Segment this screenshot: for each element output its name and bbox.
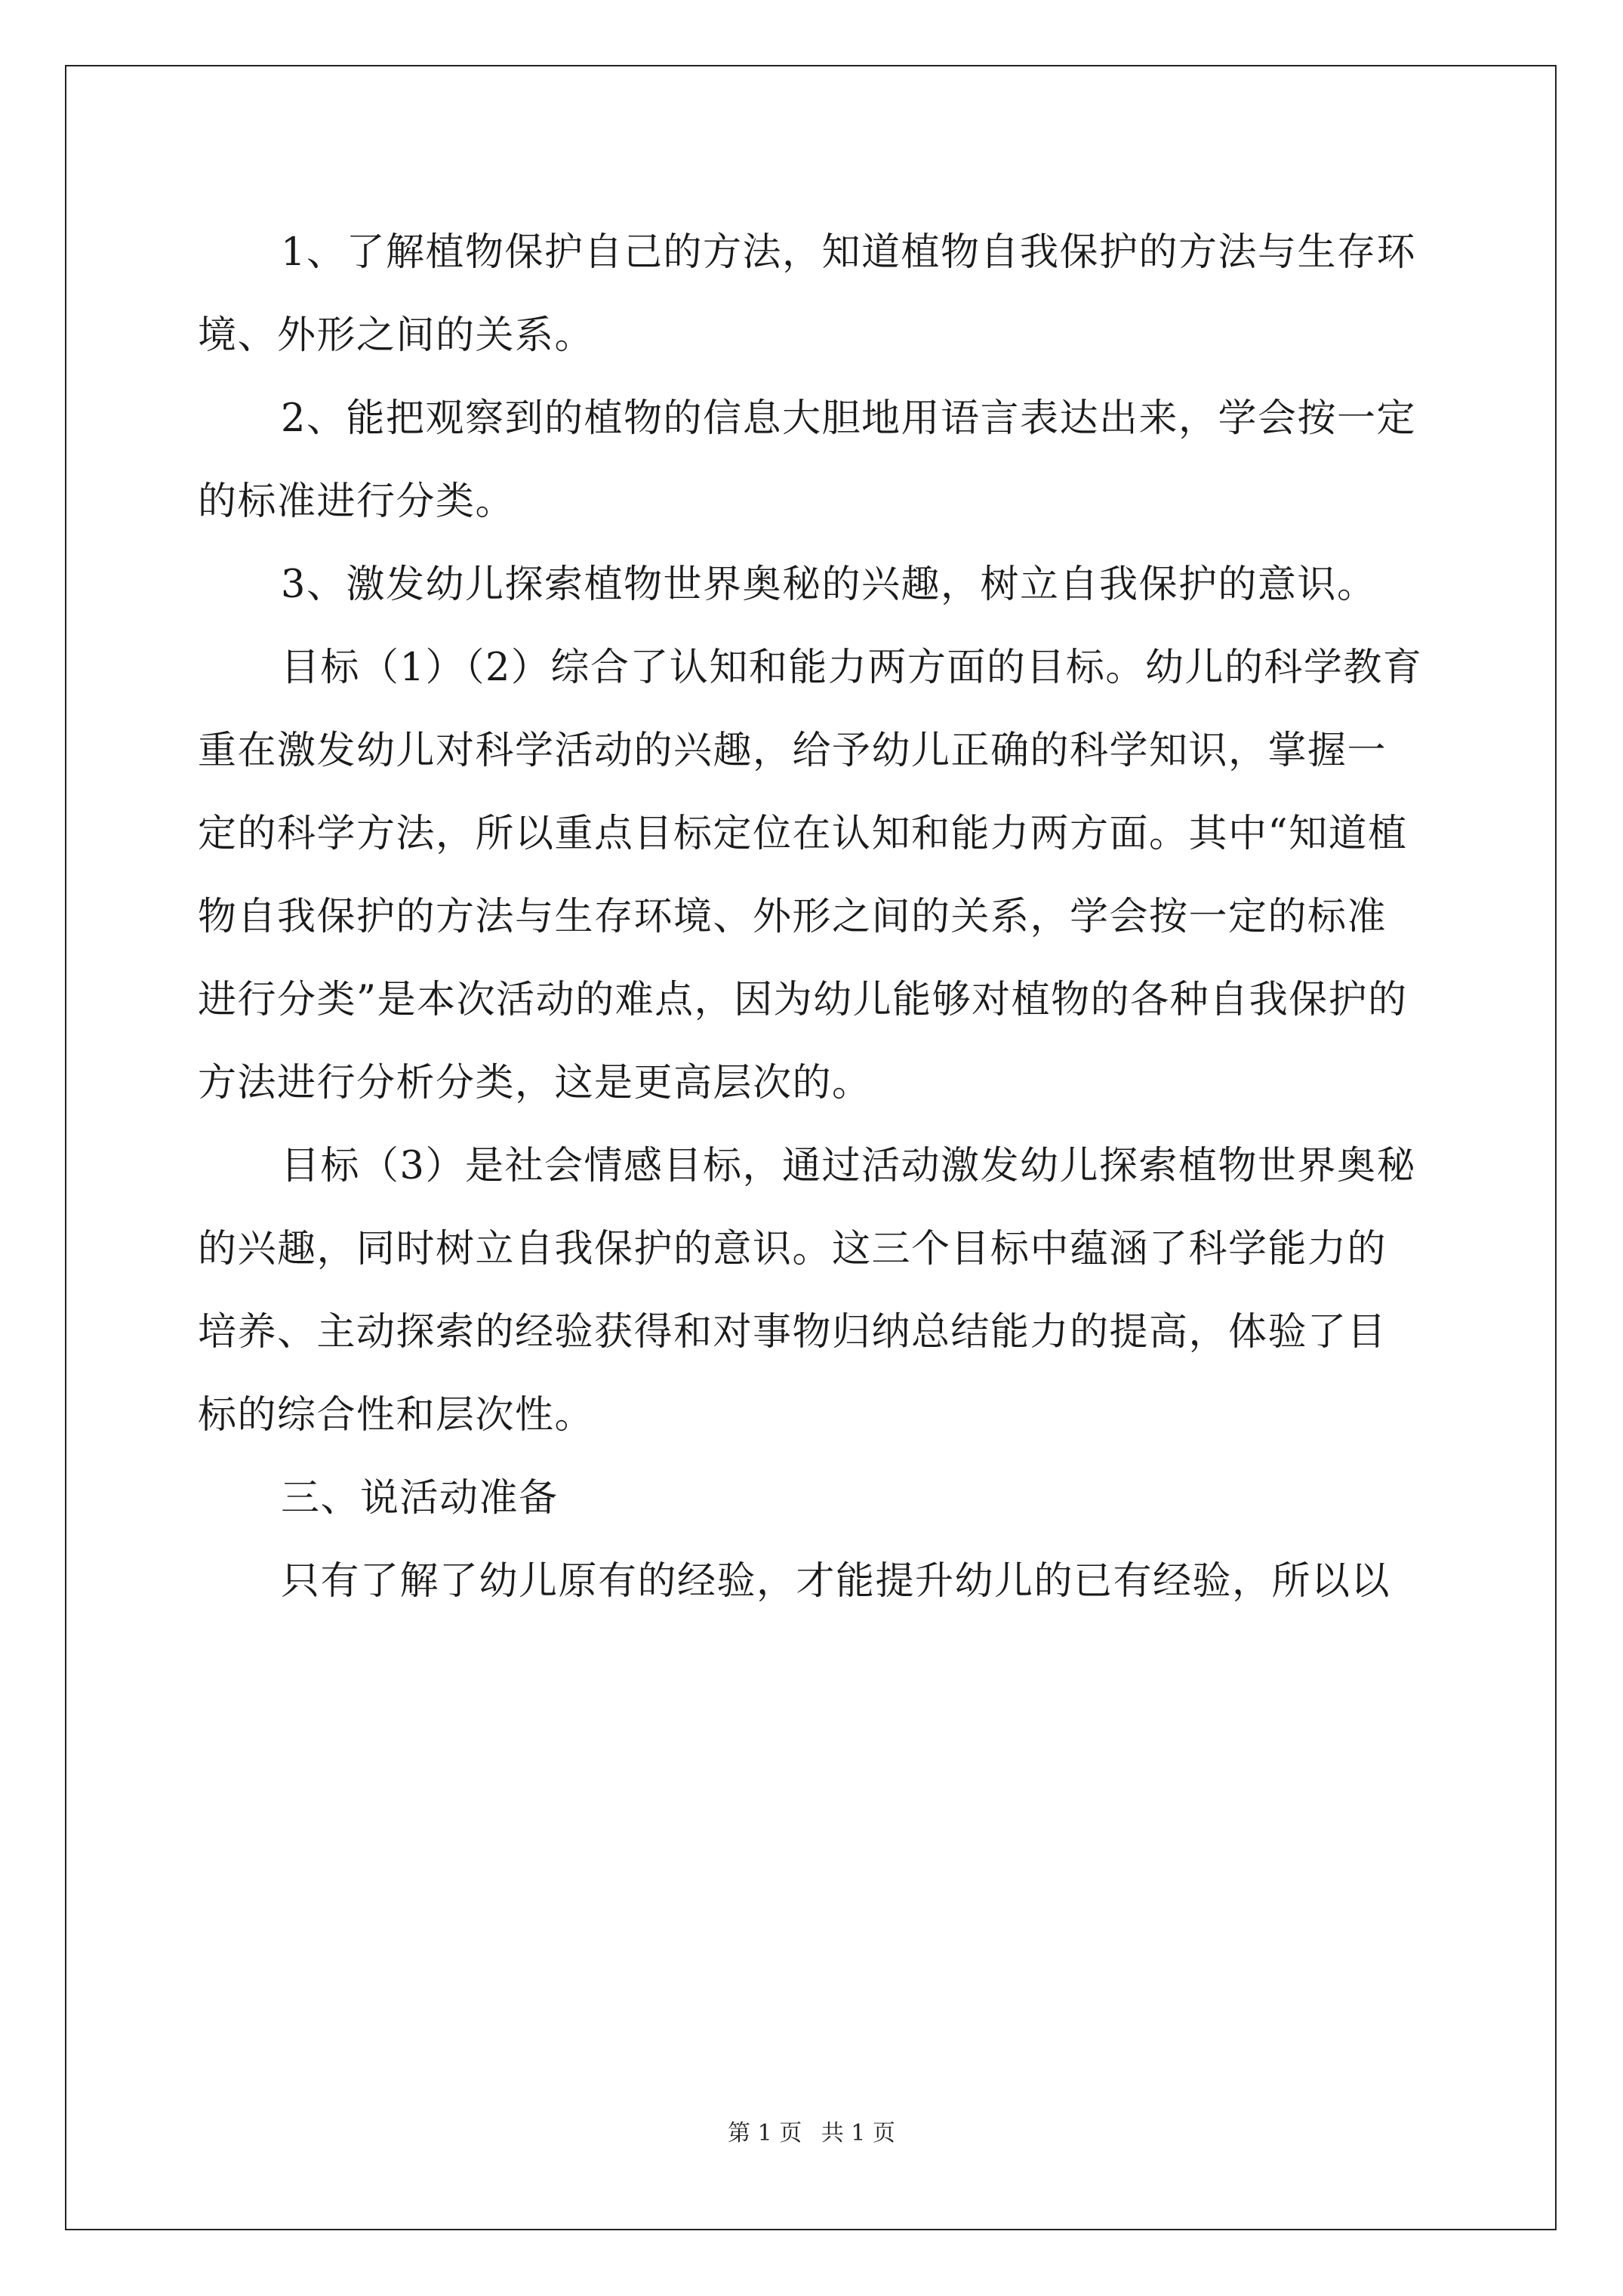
paragraph-2: 2、能把观察到的植物的信息大胆地用语言表达出来，学会按一定的标准进行分类。	[198, 396, 1416, 524]
paragraph-7: 只有了解了幼儿原有的经验，才能提升幼儿的已有经验，所以以	[281, 1559, 1391, 1604]
document-body	[198, 211, 1424, 1623]
total-pages: 共 1 页	[821, 2120, 895, 2147]
paragraph-5: 目标（3）是社会情感目标，通过活动激发幼儿探索植物世界奥秘的兴趣，同时树立自我保护的意识。这三个目标中蕴涵了科学能力的培养、主动探索的经验获得和对事物归纳总结能力的提高，体验了目标的综合性和层次性。	[198, 1144, 1416, 1438]
paragraph-1: 1、了解植物保护自己的方法，知道植物自我保护的方法与生存环境、外形之间的关系。	[198, 230, 1416, 358]
paragraph-3: 3、激发幼儿探索植物世界奥秘的兴趣，树立自我保护的意识。	[281, 562, 1377, 607]
section-heading: 三、说活动准备	[281, 1476, 559, 1521]
page-footer	[0, 2119, 1623, 2149]
paragraph-4: 目标（1）（2）综合了认知和能力两方面的目标。幼儿的科学教育重在激发幼儿对科学活动的兴趣，给予幼儿正确的科学知识，掌握一定的科学方法，所以重点目标定位在认知和能力两方面。其中“知道植物自我保护的方法与生存环境、外形之间的关系，学会按一定的标准进行分类”是本次活动的难点，因为幼儿能够对植物的各种自我保护的方法进行分析分类，这是更高层次的。	[198, 646, 1423, 1105]
page-number: 第 1 页	[728, 2120, 802, 2147]
